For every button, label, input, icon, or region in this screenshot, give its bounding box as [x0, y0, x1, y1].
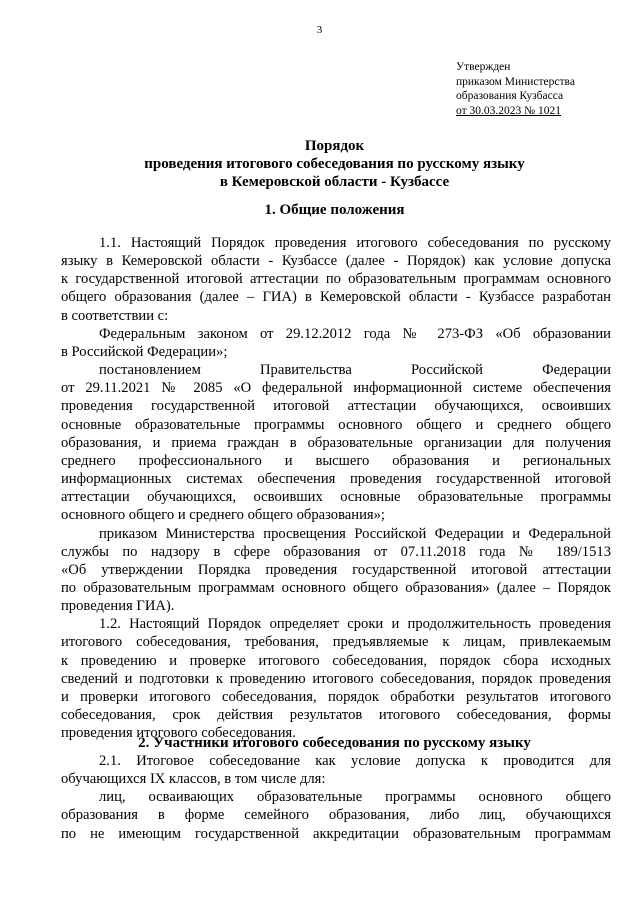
text-line: по образовательным программам основного общего образования» (далее – Порядок: [61, 579, 611, 596]
text-line: в Российской Федерации»;: [61, 343, 228, 360]
text-line: в соответствии с:: [61, 307, 169, 324]
text-line: основные образовательные программы основного общего и среднего общего: [61, 416, 611, 433]
section-1-heading: 1. Общие положения: [264, 202, 405, 218]
text-line: службы по надзору в сфере образования от 07.11.2018 года № 189/1513: [61, 543, 611, 560]
text-line: аттестации обучающихся, освоивших основные образовательные программы: [61, 489, 611, 506]
text-line: собеседования, срок действия результатов итогового собеседования, формы: [61, 707, 611, 724]
approval-line: приказом Министерства: [456, 75, 575, 88]
text-line: языку в Кемеровской области - Кузбассе (далее - Порядок) как условие допуска: [61, 253, 611, 270]
text-line: итогового собеседования, требования, предъявляемые к лицам, привлекаемым: [61, 634, 611, 651]
document-title: [58, 137, 611, 191]
text-line: проведения итогового собеседования.: [61, 725, 296, 742]
section-2-body: [61, 752, 611, 843]
text-line: по не имеющим государственной аккредитации образовательным программам: [61, 825, 611, 842]
section-1-body: [61, 234, 611, 742]
text-line: общего образования (далее – ГИА) в Кемеровской области - Кузбассе разработан: [61, 289, 611, 306]
text-line: от 29.11.2021 № 2085 «О федеральной информационной системе обеспечения: [61, 380, 611, 397]
approval-date-line: от 30.03.2023 № 1021: [456, 104, 561, 117]
text-line: лиц, осваивающих образовательные программы основного общего: [99, 789, 611, 806]
text-line: к проведению и проверке итогового собеседования, порядок сбора исходных: [61, 652, 611, 669]
section-2-heading: 2. Участники итогового собеседования по русскому языку: [138, 735, 531, 751]
approval-line: Утвержден: [456, 61, 511, 73]
text-line: проведения государственной итоговой аттестации обучающихся, освоивших: [61, 398, 611, 415]
text-line: 1.2. Настоящий Порядок определяет сроки и продолжительность проведения: [99, 616, 611, 633]
text-line: информационных системах обеспечения проведения государственной итоговой: [61, 471, 611, 488]
approval-line: образования Кузбасса: [456, 90, 564, 102]
text-line: к государственной итоговой аттестации по образовательным программам основного: [61, 271, 611, 288]
text-line: сведений и подготовки к проведению итогового собеседования, порядок проведения: [61, 670, 611, 687]
title-line: Порядок: [304, 138, 365, 154]
title-line: в Кемеровской области - Кузбассе: [219, 174, 450, 190]
text-line: среднего профессионального и высшего образования и региональных: [61, 452, 611, 469]
text-line: и проверки итогового собеседования, порядок обработки результатов итогового: [61, 688, 611, 705]
text-line: основного общего и среднего общего образования»;: [61, 507, 385, 524]
text-line: 1.1. Настоящий Порядок проведения итогового собеседования по русскому: [99, 235, 611, 251]
text-line: 2.1. Итоговое собеседование как условие допуска к проводится для: [99, 753, 611, 769]
text-line: Федеральным законом от 29.12.2012 года № 273-ФЗ «Об образовании: [99, 325, 611, 342]
page-number: 3: [316, 24, 323, 36]
text-line: образования в форме семейного образования, либо лиц, обучающихся: [61, 807, 611, 824]
text-line: проведения ГИА).: [61, 598, 175, 615]
text-line: образования, и приема граждан в образовательные организации для получения: [61, 434, 611, 451]
text-line: постановлением Правительства Российской Федерации: [99, 362, 611, 379]
title-line: проведения итогового собеседования по русскому языку: [144, 156, 525, 172]
text-line: обучающихся IX классов, в том числе для:: [61, 771, 326, 788]
text-line: «Об утверждении Порядка проведения государственной итоговой аттестации: [61, 561, 611, 578]
text-line: приказом Министерства просвещения Российской Федерации и Федеральной: [99, 525, 611, 542]
approval-stamp: [456, 60, 626, 118]
